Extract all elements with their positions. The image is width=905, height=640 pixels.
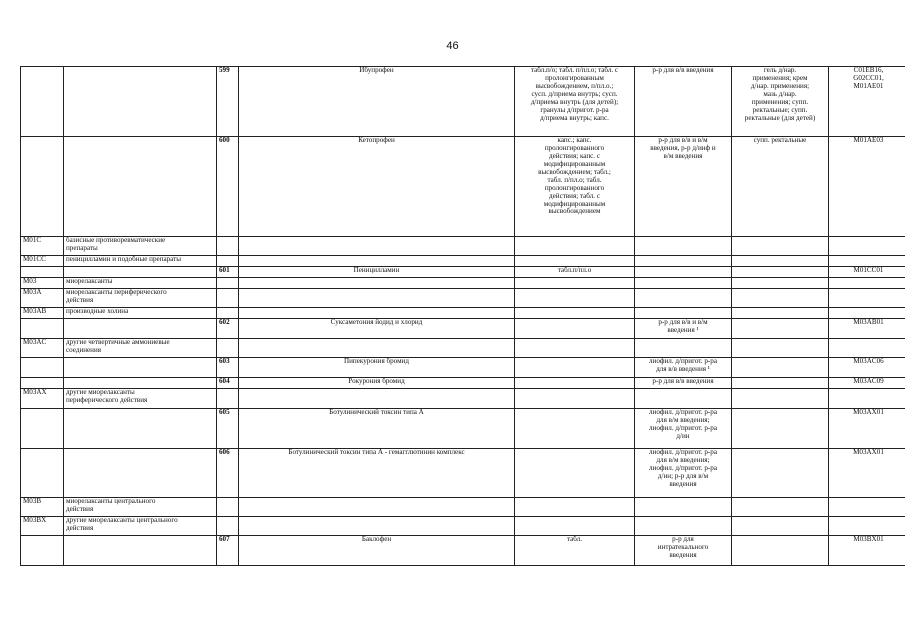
group-code: M03 [21,278,64,289]
atc-code: M03AX01 [829,409,905,449]
group-title-cell [64,358,217,378]
group-code-cell [21,536,64,566]
other-forms [732,319,829,339]
group-code: M01C [21,237,64,256]
group-title: миорелаксанты [64,278,217,289]
drug-number: 605 [217,409,239,449]
drug-name: Суксаметония йодид и хлорид [239,319,515,339]
group-row [21,308,905,319]
group-title-cell [64,536,217,566]
atc-code: M01CC01 [829,267,905,278]
drug-name: Пипекурония бромид [239,358,515,378]
group-title: миорелаксанты периферического действия [64,289,217,308]
drug-name: Рокурония бромид [239,378,515,389]
group-code: M03A [21,289,64,308]
group-code-cell [21,67,64,137]
oral-forms [515,319,635,339]
group-code-cell [21,378,64,389]
oral-forms: табл. [515,536,635,566]
oral-forms [515,378,635,389]
group-row [21,389,905,409]
drug-name: Кетопрофен [239,137,515,237]
group-row [21,278,905,289]
drug-name: Ботулинический токсин типа А - гемагглютинин комплекс [239,449,515,498]
other-forms [732,378,829,389]
group-code-cell [21,137,64,237]
drug-number: 607 [217,536,239,566]
group-code: M03AC [21,339,64,358]
group-code: M03BX [21,517,64,536]
table-row [21,319,905,339]
injection-forms: р-р для в/в и в/м введения, р-р д/инф и в/м введения [635,137,732,237]
medication-table [20,66,905,566]
atc-code: M01AE03 [829,137,905,237]
oral-forms: табл.п/пл.о [515,267,635,278]
other-forms: супп. ректальные [732,137,829,237]
injection-forms [635,267,732,278]
table-row [21,409,905,449]
group-code-cell [21,358,64,378]
drug-number: 603 [217,358,239,378]
group-title-cell [64,449,217,498]
injection-forms: р-р для в/в введения [635,67,732,137]
group-row [21,517,905,536]
other-forms [732,358,829,378]
drug-number: 600 [217,137,239,237]
other-forms: гель д/нар. применения; крем д/нар. применения; мазь д/нар. применения; супп. ректальные; супп. ректальные (для детей) [732,67,829,137]
injection-forms: лиофил. д/пригот. р-ра для в/в введения ¹ [635,358,732,378]
group-title: базисные противоревматические препараты [64,237,217,256]
table-row [21,449,905,498]
group-code: M03AX [21,389,64,409]
group-code-cell [21,267,64,278]
group-row [21,237,905,256]
injection-forms: лиофил. д/пригот. р-ра для в/м введения; лиофил. д/пригот. р-ра д/ин; р-р для в/м введения [635,449,732,498]
group-code: M01CC [21,256,64,267]
group-code-cell [21,409,64,449]
drug-name: Баклофен [239,536,515,566]
atc-code: M03AB01 [829,319,905,339]
injection-forms: р-р для в/в введения [635,378,732,389]
injection-forms: р-р для интратекального введения [635,536,732,566]
group-title-cell [64,67,217,137]
oral-forms: капс.; капс. пролонгированного действия; капс. с модифицированным высвобождением; табл.; табл. п/пл.о; табл. пролонгированного действия; табл. с модифицированным высвобождением [515,137,635,237]
group-title: другие четвертичные аммониевые соединения [64,339,217,358]
drug-number: 606 [217,449,239,498]
table-row [21,378,905,389]
atc-code: M03AX01 [829,449,905,498]
oral-forms [515,449,635,498]
injection-forms: лиофил. д/пригот. р-ра для в/м введения; лиофил. д/пригот. р-ра д/ин [635,409,732,449]
other-forms [732,536,829,566]
other-forms [732,267,829,278]
drug-number: 604 [217,378,239,389]
group-row [21,498,905,517]
group-code-cell [21,449,64,498]
other-forms [732,409,829,449]
group-title: производные холина [64,308,217,319]
oral-forms [515,409,635,449]
table-row [21,67,905,137]
drug-name: Ботулинический токсин типа А [239,409,515,449]
atc-code: M03AC09 [829,378,905,389]
table-row [21,267,905,278]
drug-number: 601 [217,267,239,278]
group-code-cell [21,319,64,339]
group-title-cell [64,319,217,339]
group-title: пеницилламин и подобные препараты [64,256,217,267]
drug-number: 602 [217,319,239,339]
group-code: M03AB [21,308,64,319]
group-title: другие миорелаксанты периферического действия [64,389,217,409]
group-row [21,256,905,267]
group-row [21,339,905,358]
atc-code: M03AC06 [829,358,905,378]
oral-forms: табл.п/о; табл. п/пл.о; табл. с пролонгированным высвобождением, п/пл.о.; сусп. д/приема внутрь; сусп. д/приема внутрь (для детей); гранулы д/пригот. р-ра д/приема внутрь; капс. [515,67,635,137]
group-title: миорелаксанты центрального действия [64,498,217,517]
other-forms [732,449,829,498]
group-title-cell [64,137,217,237]
page-number: 46 [446,40,459,52]
table-row [21,137,905,237]
oral-forms [515,358,635,378]
drug-number: 599 [217,67,239,137]
group-title-cell [64,267,217,278]
drug-name: Пеницилламин [239,267,515,278]
group-title: другие миорелаксанты центрального действия [64,517,217,536]
group-row [21,289,905,308]
atc-code: C01EB16, G02CC01, M01AE01 [829,67,905,137]
atc-code: M03BX01 [829,536,905,566]
group-code: M03B [21,498,64,517]
group-title-cell [64,378,217,389]
table-row [21,358,905,378]
table-row [21,536,905,566]
group-title-cell [64,409,217,449]
drug-name: Ибупрофен [239,67,515,137]
injection-forms: р-р для в/в и в/м введения ¹ [635,319,732,339]
